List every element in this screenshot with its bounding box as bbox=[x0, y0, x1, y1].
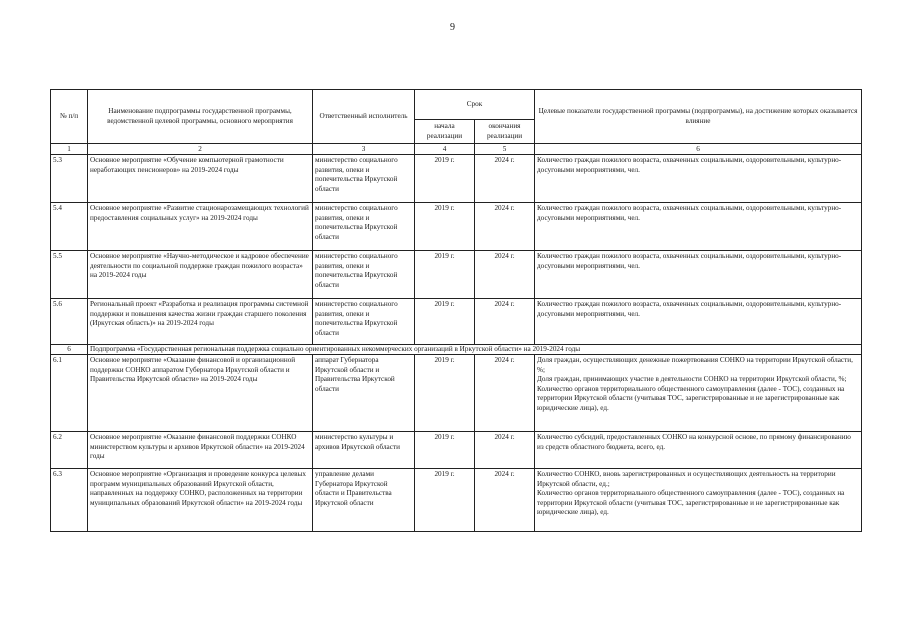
column-number: 2 bbox=[88, 144, 313, 155]
row-name: Основное мероприятие «Обучение компьютерной грамотности неработающих пенсионеров» на 2019-2024 годы bbox=[88, 155, 313, 203]
header-indicators: Целевые показатели государственной программы (подпрограммы), на достижение которых оказывается влияние bbox=[535, 90, 862, 144]
row-num: 6.2 bbox=[51, 432, 88, 469]
row-name: Региональный проект «Разработка и реализация программы системной поддержки и повышения качества жизни граждан старшего поколения (Иркутская область)» на 2019-2024 годы bbox=[88, 299, 313, 345]
header-name: Наименование подпрограммы государственной программы, ведомственной целевой программы, основного мероприятия bbox=[88, 90, 313, 144]
row-indicators: Количество граждан пожилого возраста, охваченных социальными, оздоровительными, культурно-досуговыми мероприятиями, чел. bbox=[535, 203, 862, 251]
row-end: 2024 г. bbox=[475, 203, 535, 251]
row-end: 2024 г. bbox=[475, 299, 535, 345]
row-end: 2024 г. bbox=[475, 469, 535, 532]
header-start: начала реализации bbox=[415, 120, 475, 144]
row-num: 6.1 bbox=[51, 355, 88, 432]
row-name: Основное мероприятие «Развитие стационарозамещающих технологий предоставления социальных услуг» на 2019-2024 годы bbox=[88, 203, 313, 251]
row-start: 2019 г. bbox=[415, 155, 475, 203]
header-executor: Ответственный исполнитель bbox=[313, 90, 415, 144]
header-row-1 bbox=[51, 90, 862, 120]
row-start: 2019 г. bbox=[415, 355, 475, 432]
table-row bbox=[51, 469, 862, 532]
row-executor: министерство культуры и архивов Иркутской области bbox=[313, 432, 415, 469]
header-num: № п/п bbox=[51, 90, 88, 144]
row-end: 2024 г. bbox=[475, 432, 535, 469]
table-row bbox=[51, 203, 862, 251]
row-indicators bbox=[535, 432, 862, 469]
subprogram-num: 6 bbox=[51, 345, 88, 355]
row-indicators: Количество граждан пожилого возраста, охваченных социальными, оздоровительными, культурно-досуговыми мероприятиями, чел. bbox=[535, 299, 862, 345]
indicator-line: Количество СОНКО, вновь зарегистрированных и осуществляющих деятельность на территории Иркутской области, ед.; bbox=[537, 470, 836, 488]
row-executor: министерство социального развития, опеки и попечительства Иркутской области bbox=[313, 251, 415, 299]
indicator-line: Количество субсидий, предоставленных СОНКО на конкурсной основе, по прямому финансированию из средств областного бюджета, всего, ед. bbox=[537, 433, 851, 451]
table-row bbox=[51, 355, 862, 432]
row-executor: министерство социального развития, опеки и попечительства Иркутской области bbox=[313, 299, 415, 345]
header-end: окончания реализации bbox=[475, 120, 535, 144]
table-row bbox=[51, 432, 862, 469]
row-end: 2024 г. bbox=[475, 155, 535, 203]
indicator-line: Доля граждан, принимающих участие в деятельности СОНКО на территории Иркутской области, %; bbox=[537, 375, 847, 383]
row-num: 5.3 bbox=[51, 155, 88, 203]
row-executor: управление делами Губернатора Иркутской области и Правительства Иркутской области bbox=[313, 469, 415, 532]
column-number: 5 bbox=[475, 144, 535, 155]
subprogram-row bbox=[51, 345, 862, 355]
column-number: 3 bbox=[313, 144, 415, 155]
table-row bbox=[51, 251, 862, 299]
row-executor: аппарат Губернатора Иркутской области и Правительства Иркутской области bbox=[313, 355, 415, 432]
header-term: Срок bbox=[415, 90, 535, 120]
row-executor: министерство социального развития, опеки и попечительства Иркутской области bbox=[313, 155, 415, 203]
row-indicators bbox=[535, 355, 862, 432]
row-num: 5.4 bbox=[51, 203, 88, 251]
indicator-line: Количество органов территориального общественного самоуправления (далее - ТОС), созданных на территории Иркутской области (учитывая ТОС, зарегистрированные и не зарегистрированные как юридические лица), ед. bbox=[537, 384, 845, 412]
table-row bbox=[51, 155, 862, 203]
column-number: 1 bbox=[51, 144, 88, 155]
column-number: 4 bbox=[415, 144, 475, 155]
row-start: 2019 г. bbox=[415, 203, 475, 251]
row-executor: министерство социального развития, опеки и попечительства Иркутской области bbox=[313, 203, 415, 251]
subprogram-title: Подпрограмма «Государственная региональная поддержка социально ориентированных некоммерческих организаций в Иркутской области» на 2019-2024 годы bbox=[88, 345, 862, 355]
row-indicators bbox=[535, 469, 862, 532]
column-number: 6 bbox=[535, 144, 862, 155]
column-number-row bbox=[51, 144, 862, 155]
row-start: 2019 г. bbox=[415, 469, 475, 532]
page-number: 9 bbox=[450, 22, 455, 33]
row-num: 6.3 bbox=[51, 469, 88, 532]
program-table bbox=[50, 89, 862, 532]
row-end: 2024 г. bbox=[475, 251, 535, 299]
row-start: 2019 г. bbox=[415, 432, 475, 469]
indicator-line: Количество органов территориального общественного самоуправления (далее - ТОС), созданных на территории Иркутской области (учитывая ТОС, зарегистрированные и не зарегистрированные как юридические лица), ед. bbox=[537, 489, 845, 516]
row-num: 5.6 bbox=[51, 299, 88, 345]
row-name: Основное мероприятие «Оказание финансовой и организационной поддержки СОНКО аппаратом Губернатора Иркутской области и Правительства Иркутской области» на 2019-2024 годы bbox=[88, 355, 313, 432]
row-indicators: Количество граждан пожилого возраста, охваченных социальными, оздоровительными, культурно-досуговыми мероприятиями, чел. bbox=[535, 155, 862, 203]
row-num: 5.5 bbox=[51, 251, 88, 299]
indicator-line: Доля граждан, осуществляющих денежные пожертвования СОНКО на территории Иркутской области, %; bbox=[537, 356, 853, 374]
row-start: 2019 г. bbox=[415, 251, 475, 299]
table-row bbox=[51, 299, 862, 345]
row-start: 2019 г. bbox=[415, 299, 475, 345]
row-name: Основное мероприятие «Оказание финансовой поддержки СОНКО министерством культуры и архивов Иркутской области» на 2019-2024 годы bbox=[88, 432, 313, 469]
row-name: Основное мероприятие «Организация и проведение конкурса целевых программ муниципальных образований Иркутской области, направленных на поддержку СОНКО, расположенных на территории муниципальных образований Иркутской области» на 2019-2024 годы bbox=[88, 469, 313, 532]
row-end: 2024 г. bbox=[475, 355, 535, 432]
row-indicators: Количество граждан пожилого возраста, охваченных социальными, оздоровительными, культурно-досуговыми мероприятиями, чел. bbox=[535, 251, 862, 299]
row-name: Основное мероприятие «Научно-методическое и кадровое обеспечение деятельности по социальной поддержке граждан пожилого возраста» на 2019-2024 годы bbox=[88, 251, 313, 299]
